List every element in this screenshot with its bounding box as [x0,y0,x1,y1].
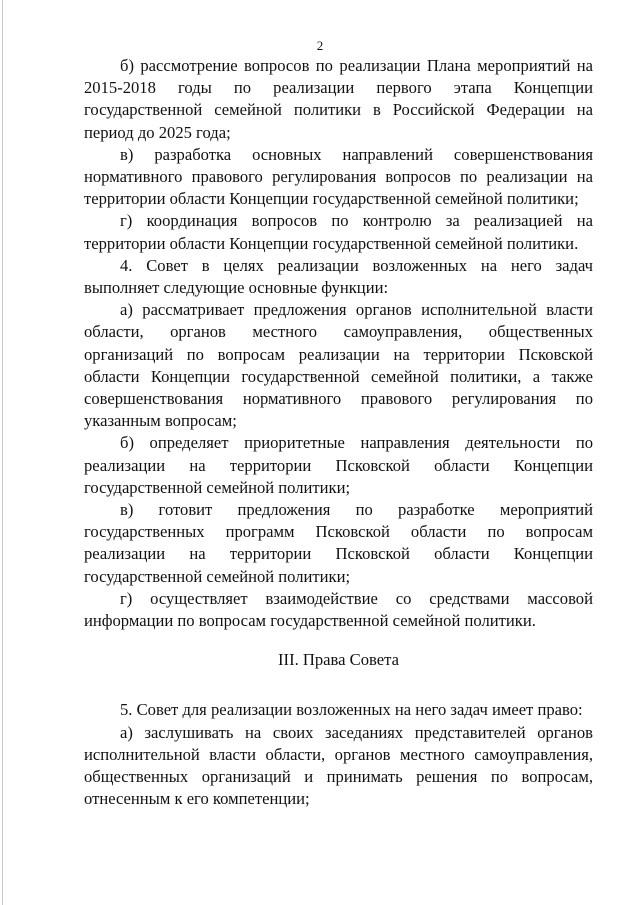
page-number: 2 [316,38,324,53]
paragraph-clause-5: 5. Совет для реализации возложенных на него задач имеет право: [120,700,583,720]
paragraph-function-b: б) определяет приоритетные направления деятельности по реализации на территории Псковской области Концепции государственной семейной политики; [84,433,593,497]
paragraph-right-a: а) заслушивать на своих заседаниях представителей органов исполнительной власти области, органов местного самоуправления, общественных организаций и принимать решения по вопросам, отнесенным к его компетенции; [84,722,593,809]
paragraph-item-b: б) рассмотрение вопросов по реализации Плана мероприятий на 2015-2018 годы по реализации первого этапа Концепции государственной семейной политики в Российской Федерации на период до 2025 года; [84,56,593,142]
document-body [84,55,593,811]
paragraph-clause-4: 4. Совет в целях реализации возложенных на него задач выполняет следующие основные функции: [84,255,593,298]
paragraph-function-a: а) рассматривает предложения органов исполнительной власти области, органов местного самоуправления, общественных организаций по вопросам реализации на территории Псковской области Концепции государственной семейной политики, а также совершенствования нормативного правового регулирования по указанным вопросам; [84,300,593,431]
scan-edge-line [2,0,3,905]
section-heading: III. Права Совета [278,650,399,670]
paragraph-item-v: в) разработка основных направлений совершенствования нормативного правового регулирования вопросов по реализации на территории области Концепции государственной семейной политики; [84,144,593,209]
paragraph-function-g: г) осуществляет взаимодействие со средствами массовой информации по вопросам государственной семейной политики. [84,588,593,631]
paragraph-item-g: г) координация вопросов по контролю за реализацией на территории области Концепции государственной семейной политики. [84,211,593,253]
paragraph-function-v: в) готовит предложения по разработке мероприятий государственных программ Псковской области по вопросам реализации на территории Псковской области Концепции государственной семейной политики; [84,500,593,586]
